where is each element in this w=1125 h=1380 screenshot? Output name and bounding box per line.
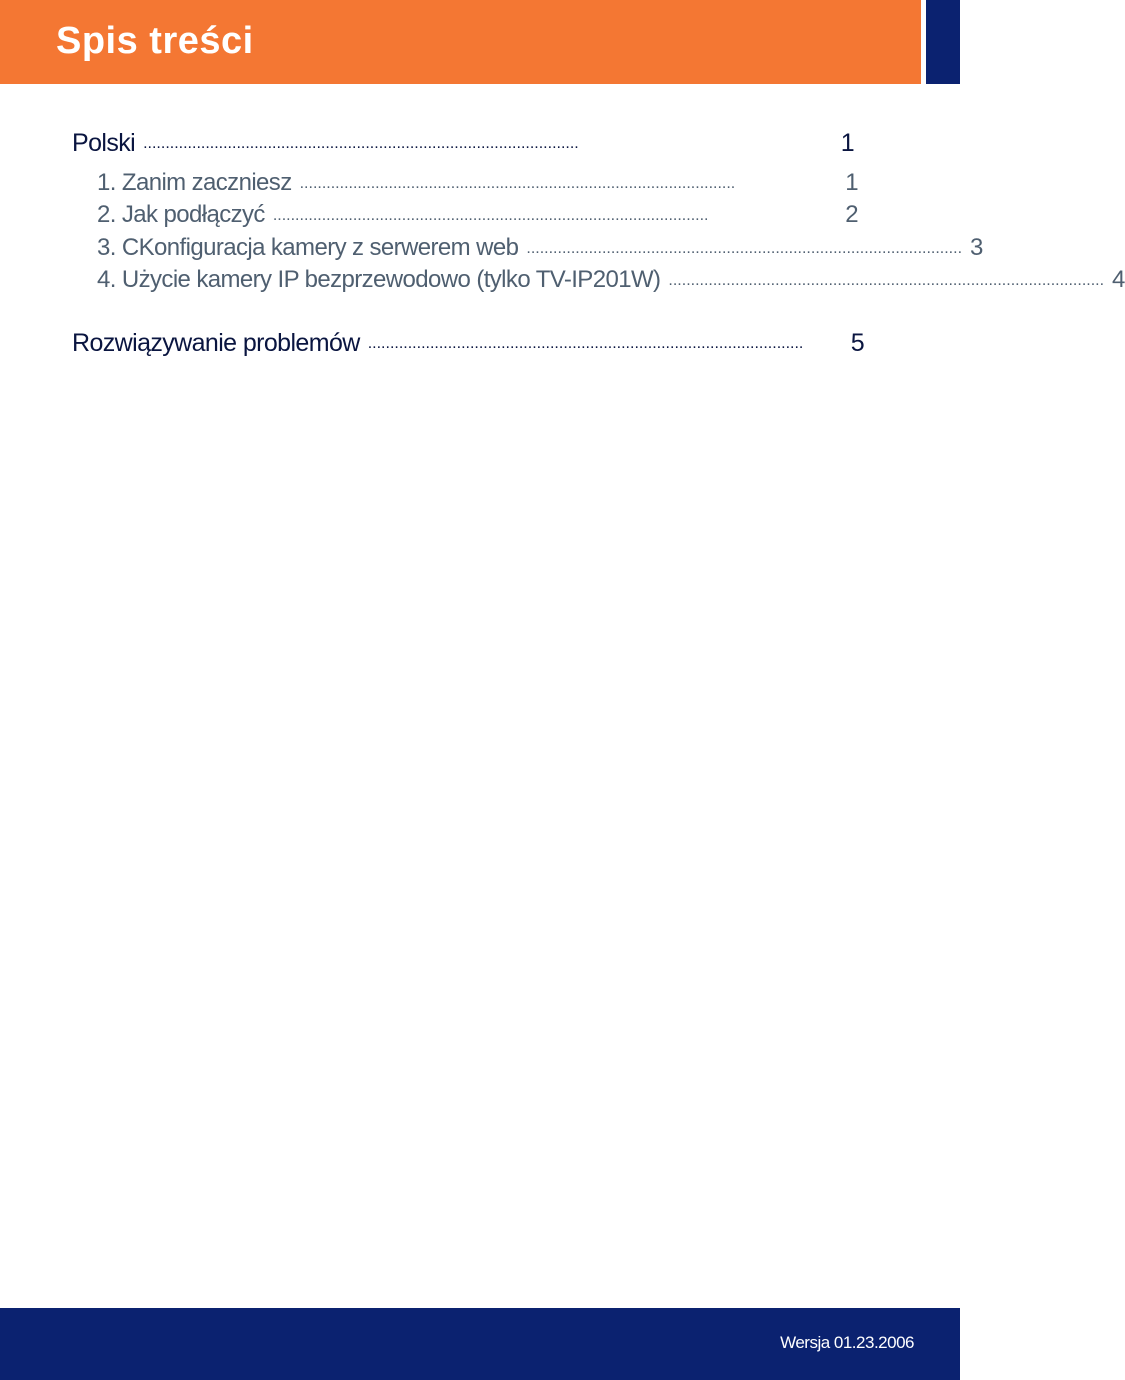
toc-entry-rozwiazywanie-problemow[interactable]: [72, 326, 864, 358]
toc-entry-label: Polski: [72, 129, 136, 157]
toc-entry-page: 3: [970, 234, 983, 261]
toc-entry-label: 4. Użycie kamery IP bezprzewodowo (tylko TV-IP201W): [97, 266, 661, 293]
toc-leader-dots: ..................................................................................................: [299, 175, 736, 192]
toc-leader-dots: ..................................................................................................: [272, 207, 709, 224]
toc-entry-jak-podlaczyc[interactable]: [97, 198, 858, 230]
toc-entry-page: 1: [840, 129, 854, 157]
toc-entry-page: 5: [850, 329, 864, 357]
toc-entry-polski[interactable]: [72, 126, 854, 158]
toc-entry-label: 3. CKonfiguracja kamery z serwerem web: [97, 234, 519, 261]
toc-entry-label: 2. Jak podłączyć: [97, 201, 265, 228]
toc-entry-uzycie-kamery-ip[interactable]: [97, 263, 1125, 295]
toc-entry-zanim-zaczniesz[interactable]: [97, 166, 858, 198]
toc-entry-label: Rozwiązywanie problemów: [72, 329, 360, 357]
header-accent-stripe: [926, 0, 960, 84]
toc-entry-page: 4: [1112, 266, 1125, 293]
toc-leader-dots: ..................................................................................................: [668, 272, 1105, 289]
toc-entry-konfiguracja-kamery[interactable]: [97, 231, 983, 263]
page-title: Spis treści: [56, 20, 254, 62]
toc-leader-dots: ..................................................................................................: [367, 335, 804, 352]
toc-entry-page: 2: [845, 201, 858, 228]
version-label: Wersja 01.23.2006: [780, 1333, 914, 1352]
toc-entry-page: 1: [845, 169, 858, 196]
toc-entry-label: 1. Zanim zaczniesz: [97, 169, 292, 196]
toc-leader-dots: ..................................................................................................: [526, 240, 963, 257]
toc-leader-dots: ..................................................................................................: [143, 135, 579, 152]
